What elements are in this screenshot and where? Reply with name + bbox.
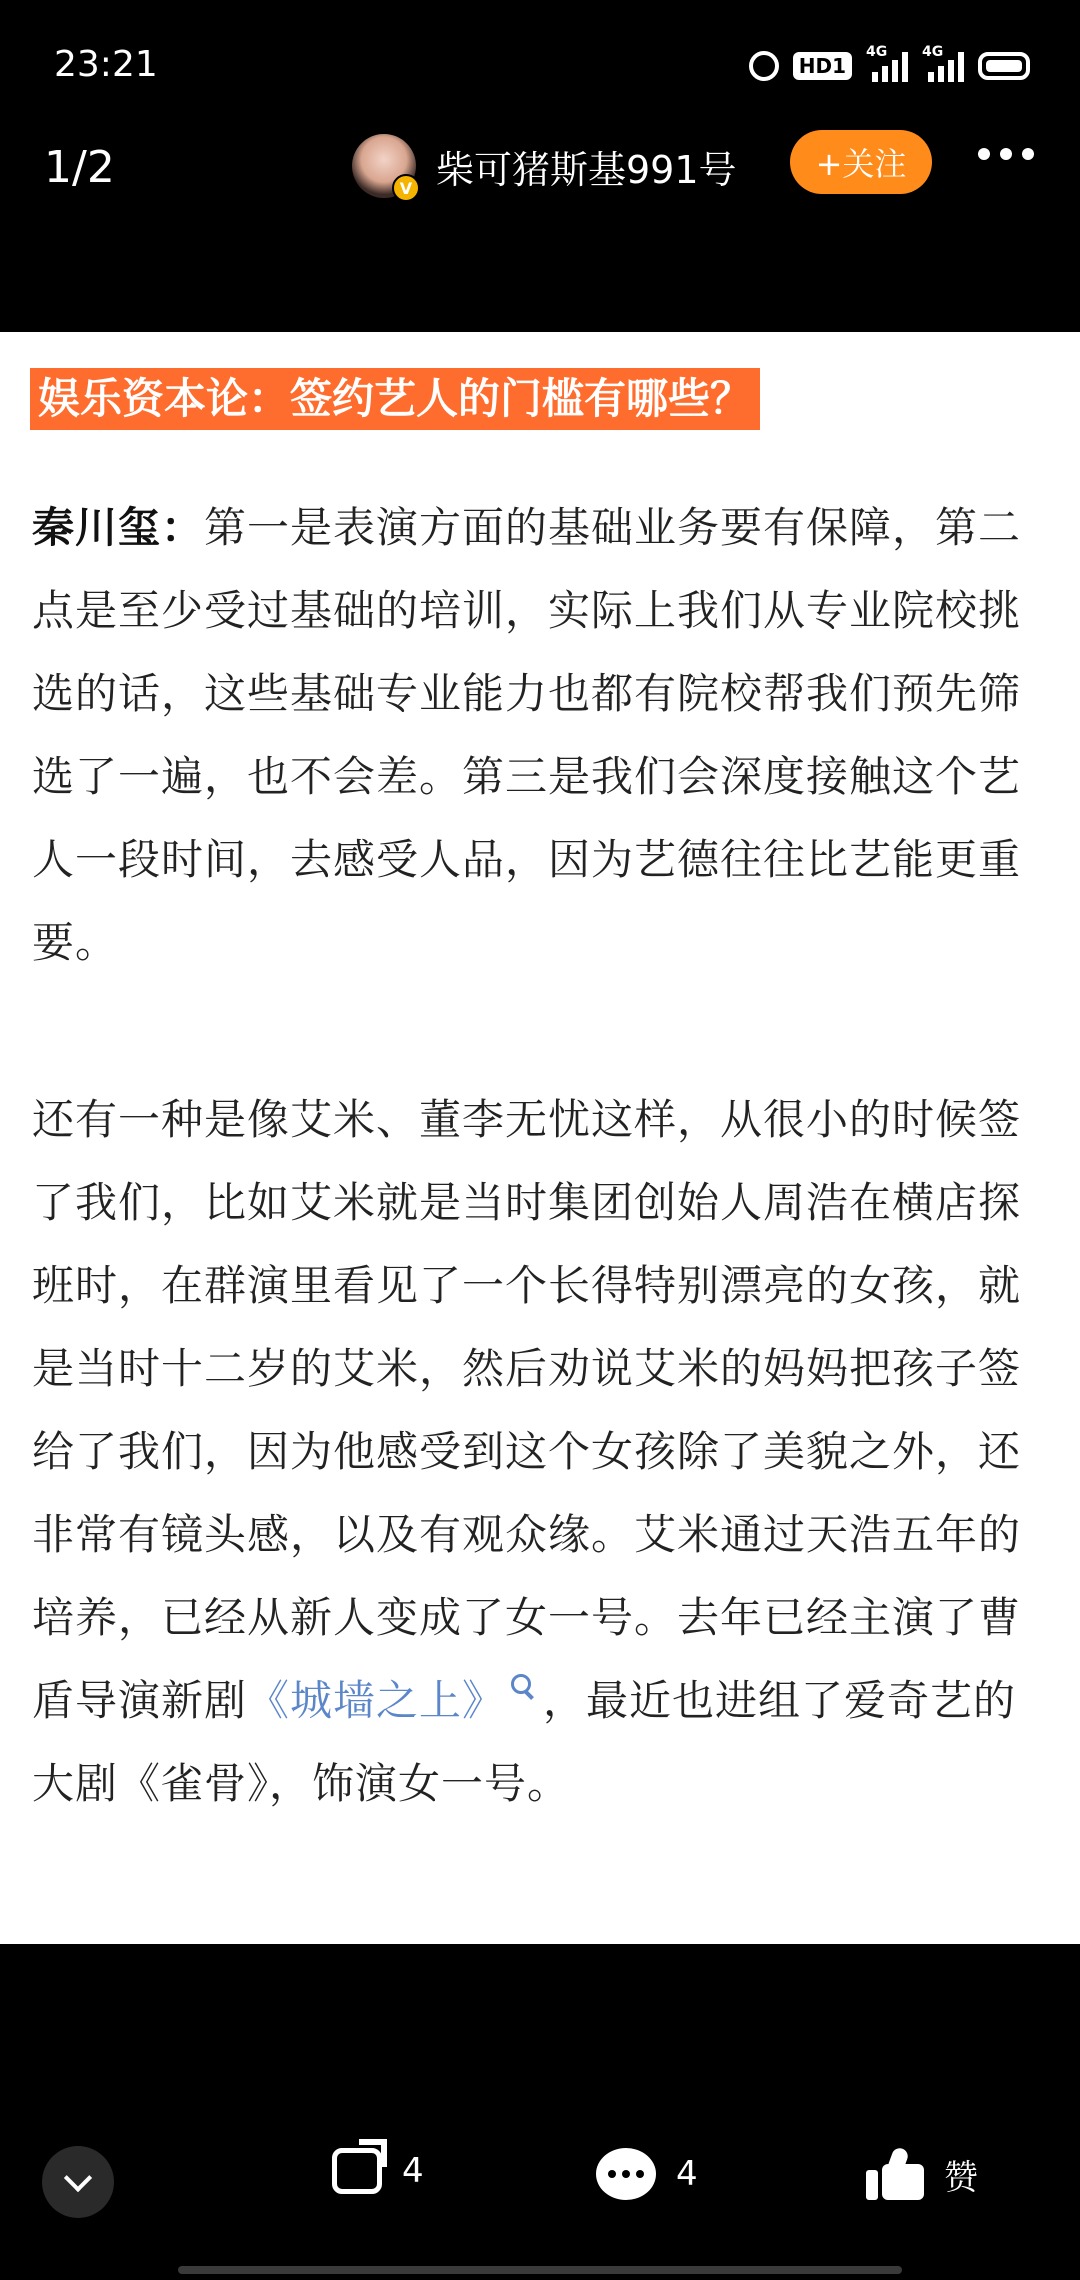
viewer-header (0, 120, 1080, 230)
like-label: 赞 (944, 2157, 978, 2198)
speaker-name: 秦川玺： (32, 503, 205, 552)
article-headline: 娱乐资本论：签约艺人的门槛有哪些？ (30, 368, 760, 430)
paragraph-2 (32, 1078, 1042, 1825)
share-icon (332, 2148, 382, 2194)
signal-icon-2 (922, 44, 964, 82)
comment-icon (596, 2148, 656, 2200)
share-count: 4 (402, 2151, 424, 2191)
verified-badge-icon: V (392, 174, 420, 202)
battery-icon (978, 52, 1030, 80)
paragraph-1 (32, 486, 1042, 984)
status-time: 23:21 (54, 44, 158, 85)
drama-link[interactable]: 《城墙之上》 (247, 1676, 506, 1725)
comment-count: 4 (676, 2154, 698, 2194)
status-icons (749, 46, 1030, 86)
collapse-button[interactable] (42, 2146, 114, 2218)
follow-button[interactable]: +关注 (790, 130, 932, 194)
avatar[interactable] (352, 134, 416, 198)
article-image (0, 332, 1080, 1944)
alarm-icon (749, 51, 779, 81)
author-name[interactable]: 柴可猪斯基991号 (436, 147, 737, 192)
comment-button[interactable] (596, 2148, 698, 2200)
paragraph-2-text-end: ，最近也进组了爱奇艺的大剧《雀骨》，饰演女一号。 (32, 1676, 1017, 1808)
status-bar (0, 0, 1080, 130)
network-type-label: 4G (922, 44, 944, 60)
paragraph-2-text: 还有一种是像艾米、董李无忧这样，从很小的时候签了我们，比如艾米就是当时集团创始人周浩在横店探班时，在群演里看见了一个长得特别漂亮的女孩，就是当时十二岁的艾米，然后劝说艾米的妈妈把孩子签给了我们，因为他感受到这个女孩除了美貌之外，还非常有镜头感，以及有观众缘。艾米通过天浩五年的培养，已经从新人变成了女一号。去年已经主演了曹盾导演新剧 (32, 1095, 1022, 1725)
signal-icon-1 (866, 44, 908, 82)
more-options-icon[interactable] (978, 148, 1034, 160)
hd-voice-icon: HD1 (793, 52, 852, 80)
page-indicator: 1/2 (44, 142, 115, 193)
search-icon[interactable] (511, 1674, 537, 1700)
network-type-label: 4G (866, 44, 888, 60)
author-info[interactable] (352, 134, 737, 198)
thumbs-up-icon (866, 2148, 924, 2200)
like-button[interactable] (866, 2148, 978, 2200)
bottom-action-bar (0, 2130, 1080, 2240)
chevron-down-icon (64, 2164, 92, 2192)
paragraph-1-text: 第一是表演方面的基础业务要有保障，第二点是至少受过基础的培训，实际上我们从专业院校挑选的话，这些基础专业能力也都有院校帮我们预先筛选了一遍，也不会差。第三是我们会深度接触这个艺人一段时间，去感受人品，因为艺德往往比艺能更重要。 (32, 503, 1022, 967)
share-button[interactable] (332, 2148, 424, 2194)
home-indicator[interactable] (178, 2266, 902, 2274)
